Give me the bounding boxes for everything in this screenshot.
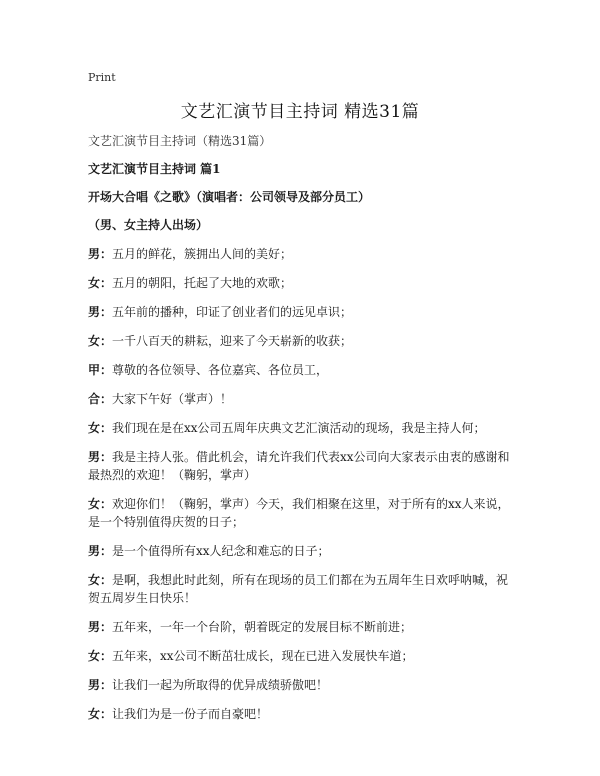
dialog-text: 一千八百天的耕耘，迎来了今天崭新的收获； bbox=[112, 334, 353, 348]
section-title: 文艺汇演节目主持词 篇1 bbox=[88, 162, 221, 176]
dialog-text: 大家下午好（掌声）！ bbox=[112, 392, 233, 406]
dialog-line bbox=[88, 618, 518, 636]
dialog-line bbox=[88, 419, 518, 437]
host-entrance-note: （男、女主持人出场） bbox=[88, 218, 209, 232]
dialog-text: 让我们为是一份子而自豪吧！ bbox=[112, 707, 269, 721]
dialog-line bbox=[88, 676, 518, 694]
dialog-line bbox=[88, 495, 518, 531]
speaker-label: 女： bbox=[88, 649, 113, 663]
speaker-label: 男： bbox=[88, 305, 113, 319]
document-body bbox=[88, 132, 518, 723]
speaker-label: 女： bbox=[88, 573, 113, 587]
speaker-label: 男： bbox=[88, 678, 113, 692]
speaker-label: 男： bbox=[88, 450, 113, 464]
speaker-label: 女： bbox=[88, 707, 113, 721]
print-label: Print bbox=[88, 71, 116, 84]
dialog-line bbox=[88, 332, 518, 350]
dialog-line bbox=[88, 303, 518, 321]
dialog-text: 是啊，我想此时此刻，所有在现场的员工们都在为五周年生日欢呼呐喊，祝贺五周岁生日快乐！ bbox=[88, 573, 509, 605]
dialog-text: 五年来，一年一个台阶，朝着既定的发展目标不断前进； bbox=[112, 620, 413, 634]
dialog-line bbox=[88, 705, 518, 723]
speaker-label: 女： bbox=[88, 334, 113, 348]
dialog-line bbox=[88, 390, 518, 408]
opening-line: 开场大合唱《之歌》（演唱者：公司领导及部分员工） bbox=[88, 190, 371, 204]
dialog-text: 是一个值得所有xx人纪念和难忘的日子； bbox=[112, 544, 330, 558]
speaker-label: 男： bbox=[88, 544, 113, 558]
dialog-text: 让我们一起为所取得的优异成绩骄傲吧！ bbox=[112, 678, 329, 692]
dialog-text: 尊敬的各位领导、各位嘉宾、各位员工， bbox=[112, 363, 329, 377]
dialog-line bbox=[88, 361, 518, 379]
dialog-line bbox=[88, 571, 518, 607]
dialog-line bbox=[88, 448, 518, 484]
speaker-label: 女： bbox=[88, 276, 113, 290]
dialog-text: 欢迎你们！（鞠躬，掌声）今天，我们相聚在这里，对于所有的xx人来说，是一个特别值得庆贺的日子； bbox=[88, 497, 510, 529]
speaker-label: 女： bbox=[88, 421, 113, 435]
dialog-text: 我们现在是在xx公司五周年庆典文艺汇演活动的现场，我是主持人何； bbox=[112, 421, 486, 435]
dialog-line bbox=[88, 274, 518, 292]
document-title: 文艺汇演节目主持词 精选31篇 bbox=[180, 102, 420, 122]
dialog-line bbox=[88, 647, 518, 665]
speaker-label: 女： bbox=[88, 497, 113, 511]
dialog-line bbox=[88, 245, 518, 263]
dialog-text: 五月的朝阳，托起了大地的欢歌； bbox=[112, 276, 293, 290]
dialog-text: 五年前的播种，印证了创业者们的远见卓识； bbox=[112, 305, 353, 319]
dialog-text: 五年来，xx公司不断茁壮成长，现在已进入发展快车道； bbox=[112, 649, 414, 663]
dialog-text: 我是主持人张。借此机会，请允许我们代表xx公司向大家表示由衷的感谢和最热烈的欢迎！（鞠躬，掌声） bbox=[88, 450, 510, 482]
dialog-lines bbox=[88, 245, 518, 723]
speaker-label: 男： bbox=[88, 247, 113, 261]
dialog-text: 五月的鲜花，簇拥出人间的美好； bbox=[112, 247, 293, 261]
speaker-label: 合： bbox=[88, 392, 113, 406]
speaker-label: 甲： bbox=[88, 363, 113, 377]
dialog-line bbox=[88, 542, 518, 560]
document-subtitle: 文艺汇演节目主持词（精选31篇） bbox=[88, 134, 272, 148]
speaker-label: 男： bbox=[88, 620, 113, 634]
